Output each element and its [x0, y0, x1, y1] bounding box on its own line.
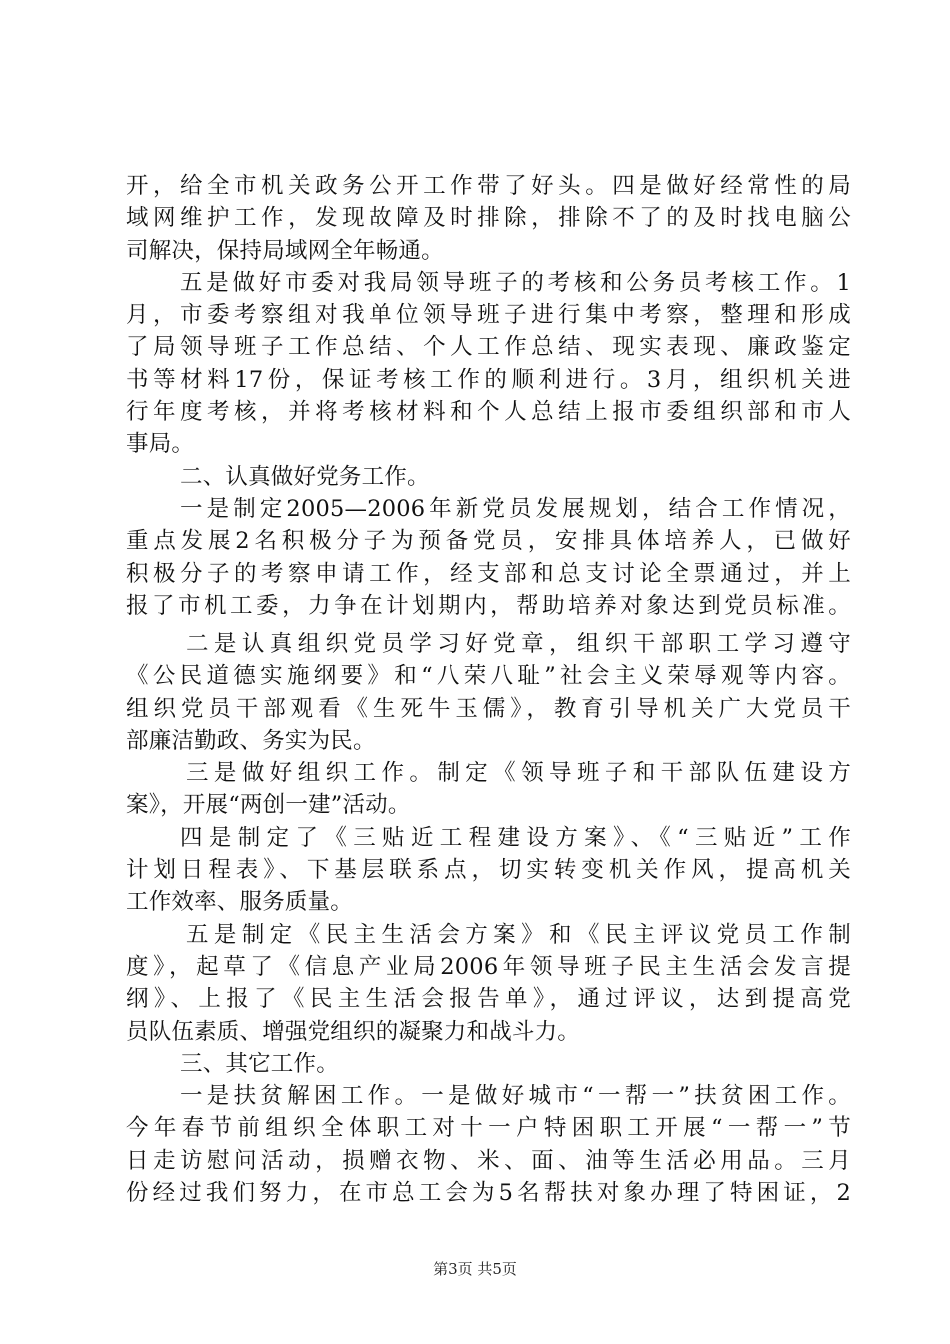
- paragraph-line: 事局。: [126, 431, 195, 458]
- paragraph-line: 部廉洁勤政、务实为民。: [126, 727, 376, 754]
- paragraph-line: 了局领导班子工作总结、个人工作总结、现实表现、廉政鉴定: [126, 334, 851, 361]
- paragraph-line: 书等材料17份，保证考核工作的顺利进行。3月，组织机关进: [126, 366, 851, 393]
- paragraph-line: 二是认真组织党员学习好党章，组织干部职工学习遵守: [186, 631, 851, 657]
- paragraph-line: 报了市机工委，力争在计划期内，帮助培养对象达到党员标准。: [126, 592, 851, 619]
- paragraph-line: 今年春节前组织全体职工对十一户特困职工开展“一帮一”节: [126, 1115, 851, 1142]
- paragraph-line: 工作效率、服务质量。: [126, 889, 354, 916]
- paragraph-line: 《公民道德实施纲要》和“八荣八耻”社会主义荣辱观等内容。: [126, 663, 851, 690]
- paragraph-line: 纲》、上报了《民主生活会报告单》，通过评议，达到提高党: [126, 986, 851, 1013]
- paragraph-line: 案》，开展“两创一建”活动。: [126, 792, 411, 819]
- paragraph-line: 度》，起草了《信息产业局2006年领导班子民主生活会发言提: [126, 953, 851, 980]
- paragraph-line: 计划日程表》、下基层联系点，切实转变机关作风，提高机关: [126, 857, 851, 884]
- paragraph-line: 重点发展2名积极分子为预备党员，安排具体培养人，已做好: [126, 528, 851, 555]
- paragraph-line: 五是制定《民主生活会方案》和《民主评议党员工作制: [186, 921, 851, 948]
- paragraph-line: 日走访慰问活动，损赠衣物、米、面、油等生活必用品。三月: [126, 1147, 851, 1174]
- paragraph-line: 五是做好市委对我局领导班子的考核和公务员考核工作。1: [180, 269, 851, 296]
- paragraph-line: 一是制定2005—2006年新党员发展规划，结合工作情况，: [180, 495, 851, 522]
- section-heading: 二、认真做好党务工作。: [180, 463, 430, 490]
- paragraph-line: 月，市委考察组对我单位领导班子进行集中考察，整理和形成: [126, 302, 851, 329]
- section-heading: 三、其它工作。: [180, 1050, 339, 1077]
- paragraph-line: 司解决，保持局域网全年畅通。: [126, 237, 444, 264]
- paragraph-line: 积极分子的考察申请工作，经支部和总支讨论全票通过，并上: [126, 560, 851, 587]
- paragraph-line: 三是做好组织工作。制定《领导班子和干部队伍建设方: [186, 760, 851, 787]
- paragraph-line: 组织党员干部观看《生死牛玉儒》，教育引导机关广大党员干: [126, 695, 851, 722]
- page-footer: 第3页 共5页: [433, 1260, 517, 1278]
- paragraph-line: 员队伍素质、增强党组织的凝聚力和战斗力。: [126, 1018, 581, 1045]
- body-text-section-1: [126, 170, 851, 622]
- paragraph-line: 一是扶贫解困工作。一是做好城市“一帮一”扶贫困工作。: [180, 1083, 851, 1110]
- paragraph-line: 行年度考核，并将考核材料和个人总结上报市委组织部和市人: [126, 399, 851, 426]
- body-text-section-2: [126, 628, 851, 1209]
- paragraph-line: 开，给全市机关政务公开工作带了好头。四是做好经常性的局: [126, 173, 851, 199]
- paragraph-line: 域网维护工作，发现故障及时排除，排除不了的及时找电脑公: [126, 205, 851, 232]
- paragraph-line: 四是制定了《三贴近工程建设方案》、《“三贴近”工作: [180, 824, 851, 851]
- paragraph-line: 份经过我们努力，在市总工会为5名帮扶对象办理了特困证，2: [126, 1180, 851, 1207]
